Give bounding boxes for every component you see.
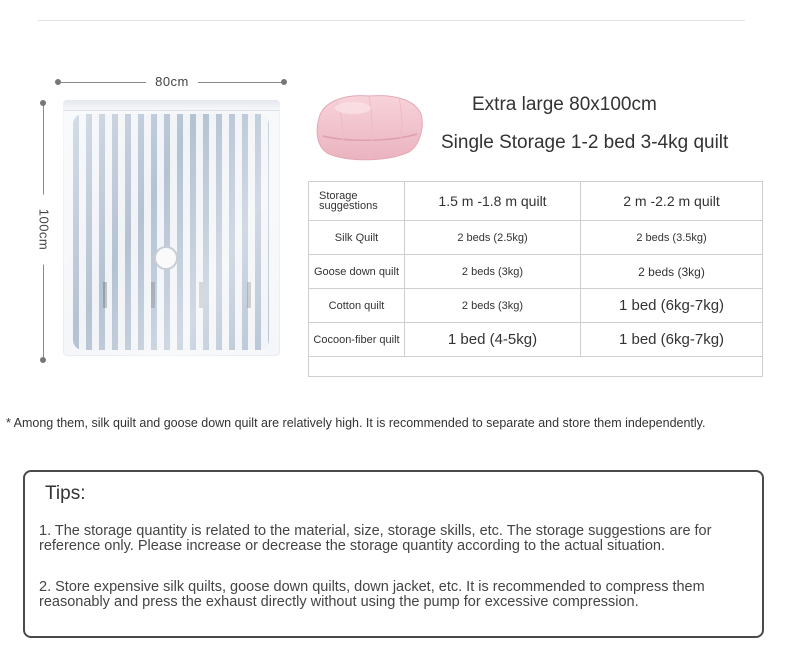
row-label: Silk Quilt (309, 221, 405, 255)
table-row (309, 221, 763, 255)
vacuum-bag-image (63, 100, 280, 356)
tips-box (23, 470, 764, 638)
row-label: Cotton quilt (309, 289, 405, 323)
table-row (309, 255, 763, 289)
table-row (309, 289, 763, 323)
tip-item: 2. Store expensive silk quilts, goose down quilts, down jacket, etc. It is recommended to compress them reasonably and press the exhaust directly without using the pump for excessive compression. (39, 579, 705, 610)
table-header-row (309, 182, 763, 221)
top-divider (38, 20, 745, 21)
height-dimension-label: 100cm (37, 195, 52, 265)
table-cell: 2 beds (2.5kg) (405, 221, 581, 255)
dimension-endpoint-icon (55, 79, 61, 85)
storage-suggestion-table (308, 181, 763, 377)
table-cell: 2 beds (3kg) (405, 255, 581, 289)
header-cell: Storage suggestions (309, 182, 405, 221)
header-cell: 2 m -2.2 m quilt (581, 182, 763, 221)
table-cell: 2 beds (3kg) (581, 255, 763, 289)
table-cell: 1 bed (6kg-7kg) (581, 323, 763, 357)
dimension-endpoint-icon (40, 357, 46, 363)
product-subtitle: Single Storage 1-2 bed 3-4kg quilt (441, 132, 729, 153)
footnote: * Among them, silk quilt and goose down quilt are relatively high. It is recommended to separate and store them independently. (6, 416, 706, 430)
table-cell: 2 beds (3.5kg) (581, 221, 763, 255)
plastic-sheen (63, 100, 280, 356)
row-label: Cocoon-fiber quilt (309, 323, 405, 357)
table-row (309, 323, 763, 357)
tips-title: Tips: (45, 483, 86, 504)
pink-quilt-image (313, 88, 425, 164)
bag-zip-seal (63, 100, 280, 111)
tip-item: 1. The storage quantity is related to the material, size, storage skills, etc. The storage suggestions are for reference only. Please increase or decrease the storage quantity according to the actual situation. (39, 523, 712, 554)
row-label: Goose down quilt (309, 255, 405, 289)
dimension-endpoint-icon (40, 100, 46, 106)
table-cell: 1 bed (6kg-7kg) (581, 289, 763, 323)
product-title: Extra large 80x100cm (472, 94, 657, 115)
dimension-endpoint-icon (281, 79, 287, 85)
empty-cell (309, 357, 763, 377)
width-dimension-label: 80cm (146, 74, 198, 89)
table-cell: 1 bed (4-5kg) (405, 323, 581, 357)
air-valve-icon (154, 246, 178, 270)
header-cell: 1.5 m -1.8 m quilt (405, 182, 581, 221)
table-cell: 2 beds (3kg) (405, 289, 581, 323)
table-empty-row (309, 357, 763, 377)
